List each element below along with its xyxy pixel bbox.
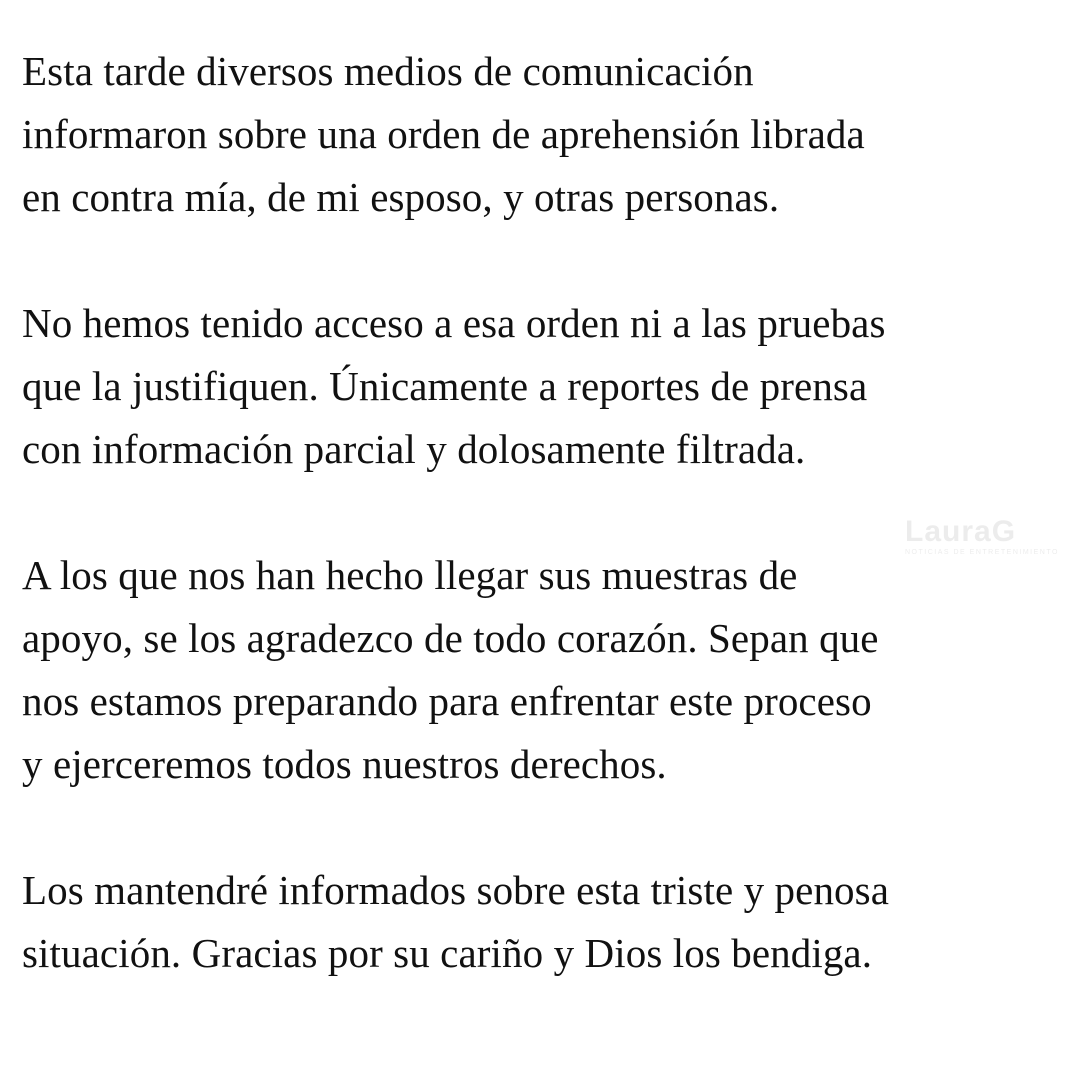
paragraph-line: en contra mía, de mi esposo, y otras personas. xyxy=(22,174,780,220)
paragraph-line: apoyo, se los agradezco de todo corazón. Sepan que xyxy=(22,615,879,661)
watermark-logo xyxy=(905,516,1065,560)
paragraph-2 xyxy=(22,292,1072,481)
paragraph-1 xyxy=(22,40,1072,229)
paragraph-line: situación. Gracias por su cariño y Dios los bendiga. xyxy=(22,930,873,976)
paragraph-line: y ejerceremos todos nuestros derechos. xyxy=(22,741,667,787)
watermark-subtitle: NOTICIAS DE ENTRETENIMIENTO xyxy=(905,549,1059,556)
paragraph-4 xyxy=(22,859,1072,985)
paragraph-line: informaron sobre una orden de aprehensión librada xyxy=(22,111,865,157)
paragraph-line: No hemos tenido acceso a esa orden ni a las pruebas xyxy=(22,300,886,346)
paragraph-line: A los que nos han hecho llegar sus muestras de xyxy=(22,552,798,598)
paragraph-line: Esta tarde diversos medios de comunicación xyxy=(22,48,754,94)
paragraph-line: nos estamos preparando para enfrentar este proceso xyxy=(22,678,872,724)
paragraph-line: Los mantendré informados sobre esta triste y penosa xyxy=(22,867,890,913)
paragraph-line: que la justifiquen. Únicamente a reportes de prensa xyxy=(22,363,868,409)
paragraph-line: con información parcial y dolosamente filtrada. xyxy=(22,426,806,472)
paragraph-3 xyxy=(22,544,1072,796)
watermark-logo-text: LauraG xyxy=(905,515,1017,548)
